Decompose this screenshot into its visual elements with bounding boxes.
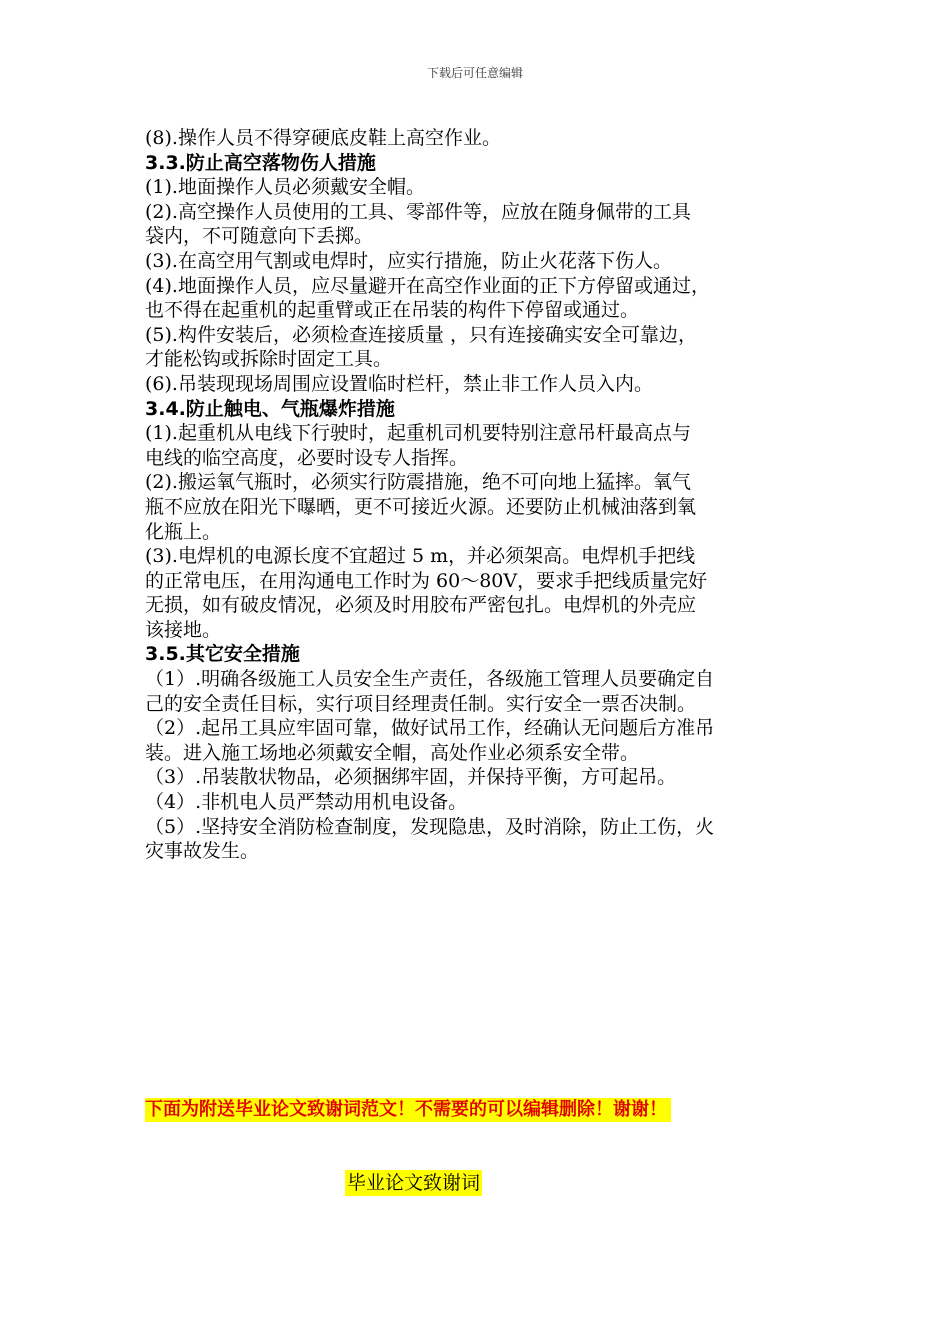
- paragraph-line: (5).构件安装后，必须检查连接质量 ，只有连接确实安全可靠边，: [145, 323, 697, 346]
- appendix-title: 毕业论文致谢词: [347, 1172, 481, 1194]
- paragraph-line: 无损，如有破皮情况，必须及时用胶布严密包扎。电焊机的外壳应: [145, 594, 697, 617]
- paragraph-line: 装。进入施工场地必须戴安全帽，高处作业必须系安全带。: [145, 741, 640, 764]
- paragraph-line: 袋内，不可随意向下丢掷。: [145, 225, 374, 248]
- paragraph-line: （5）.坚持安全消防检查制度，发现隐患，及时消除，防止工伤，火: [145, 815, 715, 838]
- paragraph-line: (3).电焊机的电源长度不宜超过 5 m，并必须架高。电焊机手把线: [145, 545, 696, 568]
- paragraph-line: (8).操作人员不得穿硬底皮鞋上高空作业。: [145, 127, 501, 149]
- paragraph-line: 瓶不应放在阳光下曝晒，更不可接近火源。还要防止机械油落到氧: [145, 495, 697, 518]
- page-header: 下载后可任意编辑: [426, 66, 523, 80]
- paragraph-line: (4).地面操作人员，应尽量避开在高空作业面的正下方停留或通过，: [145, 274, 710, 297]
- paragraph-line: （4）.非机电人员严禁动用机电设备。: [145, 791, 468, 814]
- paragraph-line: 才能松钩或拆除时固定工具。: [145, 348, 393, 371]
- paragraph-line: (6).吊装现现场周围应设置临时栏杆，禁止非工作人员入内。: [145, 372, 653, 395]
- section-heading: 3.4.防止触电、气瓶爆炸措施: [145, 397, 395, 420]
- paragraph-line: 己的安全责任目标，实行项目经理责任制。实行安全一票否决制。: [145, 692, 697, 715]
- paragraph-line: 电线的临空高度，必要时设专人指挥。: [145, 446, 469, 469]
- paragraph-line: (1).起重机从电线下行驶时，起重机司机要特别注意吊杆最高点与: [145, 422, 691, 445]
- section-heading: 3.3.防止高空落物伤人措施: [145, 151, 376, 174]
- paragraph-line: （2）.起吊工具应牢固可靠，做好试吊工作，经确认无问题后方准吊: [145, 717, 715, 740]
- document-body: [145, 126, 825, 864]
- section-heading: 3.5.其它安全措施: [145, 643, 300, 666]
- paragraph-line: 的正常电压，在用沟通电工作时为 60～80V，要求手把线质量完好: [145, 569, 708, 592]
- paragraph-line: (2).搬运氧气瓶时，必须实行防震措施，绝不可向地上猛摔。氧气: [145, 471, 691, 494]
- paragraph-line: （3）.吊装散状物品，必须捆绑牢固，并保持平衡，方可起吊。: [145, 766, 677, 789]
- paragraph-line: 灾事故发生。: [145, 840, 260, 863]
- paragraph-line: 化瓶上。: [145, 520, 222, 543]
- paragraph-line: (3).在高空用气割或电焊时，应实行措施，防止火花落下伤人。: [145, 249, 672, 272]
- paragraph-line: (1).地面操作人员必须戴安全帽。: [145, 176, 425, 199]
- paragraph-line: 也不得在起重机的起重臂或正在吊装的构件下停留或通过。: [145, 299, 640, 322]
- paragraph-line: （1）.明确各级施工人员安全生产责任，各级施工管理人员要确定自: [145, 668, 715, 691]
- appendix-notice: 下面为附送毕业论文致谢词范文！不需要的可以编辑删除！谢谢！: [145, 1098, 671, 1122]
- paragraph-line: 该接地。: [145, 618, 222, 641]
- paragraph-line: (2).高空操作人员使用的工具、零部件等，应放在随身佩带的工具: [145, 200, 691, 223]
